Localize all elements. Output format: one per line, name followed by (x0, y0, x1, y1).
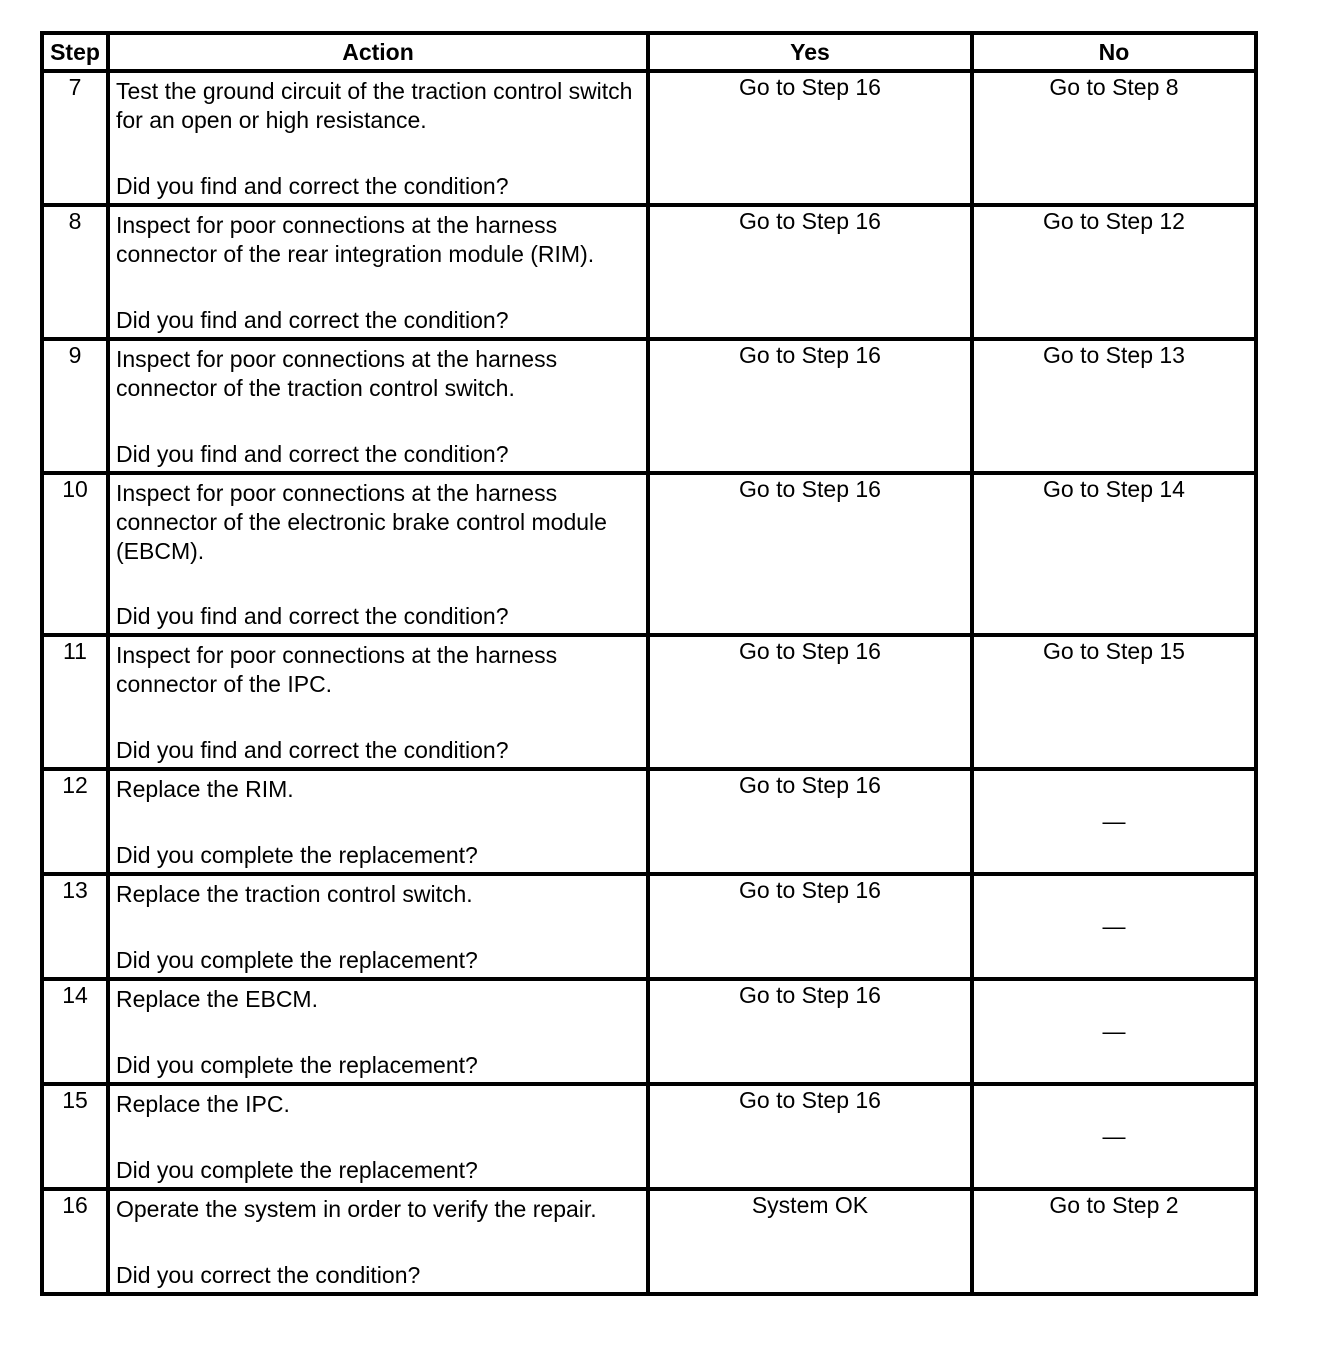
header-action: Action (108, 33, 648, 71)
table-row (42, 205, 1256, 339)
table-row (42, 1189, 1256, 1294)
no-result: — (1102, 808, 1126, 834)
no-cell (972, 1189, 1256, 1294)
table-header-row (42, 33, 1256, 71)
yes-result: System OK (751, 1192, 869, 1218)
header-step: Step (42, 33, 108, 71)
no-cell (972, 1084, 1256, 1189)
action-question: Did you find and correct the condition? (116, 173, 509, 199)
diagnostic-steps-table (40, 31, 1258, 1296)
yes-cell (648, 473, 972, 635)
action-question: Did you find and correct the condition? (116, 441, 509, 467)
action-cell (108, 1189, 648, 1294)
step-number: 13 (42, 874, 108, 979)
step-number: 12 (42, 769, 108, 874)
step-number: 7 (42, 71, 108, 205)
yes-cell (648, 339, 972, 473)
action-instruction: Replace the RIM. (116, 776, 294, 802)
action-cell (108, 473, 648, 635)
action-question: Did you complete the replacement? (116, 1052, 478, 1078)
action-question: Did you find and correct the condition? (116, 307, 509, 333)
no-result: Go to Step 15 (1043, 638, 1185, 664)
no-result: — (1102, 1123, 1126, 1149)
no-result: Go to Step 12 (1043, 208, 1185, 234)
yes-cell (648, 205, 972, 339)
action-cell (108, 339, 648, 473)
yes-cell (648, 1084, 972, 1189)
no-cell (972, 71, 1256, 205)
yes-result: Go to Step 16 (739, 638, 881, 664)
yes-result: Go to Step 16 (739, 1087, 881, 1113)
no-cell (972, 979, 1256, 1084)
action-question: Did you complete the replacement? (116, 947, 478, 973)
no-cell (972, 769, 1256, 874)
yes-result: Go to Step 16 (739, 772, 881, 798)
step-number: 14 (42, 979, 108, 1084)
header-no: No (972, 33, 1256, 71)
action-instruction: Inspect for poor connections at the harness connector of the electronic brake control module (EBCM). (116, 480, 607, 564)
step-number: 16 (42, 1189, 108, 1294)
no-cell (972, 339, 1256, 473)
yes-result: Go to Step 16 (739, 208, 881, 234)
action-instruction: Inspect for poor connections at the harness connector of the IPC. (116, 642, 558, 697)
step-number: 8 (42, 205, 108, 339)
step-number: 10 (42, 473, 108, 635)
yes-cell (648, 635, 972, 769)
action-instruction: Replace the EBCM. (116, 986, 318, 1012)
table-row (42, 979, 1256, 1084)
yes-cell (648, 874, 972, 979)
action-cell (108, 874, 648, 979)
no-cell (972, 473, 1256, 635)
yes-result: Go to Step 16 (739, 74, 881, 100)
no-result: — (1102, 1018, 1126, 1044)
header-yes: Yes (648, 33, 972, 71)
action-question: Did you complete the replacement? (116, 1157, 478, 1183)
no-result: Go to Step 13 (1043, 342, 1185, 368)
yes-cell (648, 1189, 972, 1294)
yes-result: Go to Step 16 (739, 476, 881, 502)
action-cell (108, 769, 648, 874)
yes-cell (648, 979, 972, 1084)
no-cell (972, 635, 1256, 769)
step-number: 15 (42, 1084, 108, 1189)
action-instruction: Inspect for poor connections at the harness connector of the rear integration module (RIM). (116, 212, 595, 267)
action-question: Did you find and correct the condition? (116, 737, 509, 763)
action-question: Did you correct the condition? (116, 1262, 421, 1288)
action-cell (108, 205, 648, 339)
step-number: 9 (42, 339, 108, 473)
no-cell (972, 874, 1256, 979)
yes-cell (648, 769, 972, 874)
action-cell (108, 71, 648, 205)
table-row (42, 1084, 1256, 1189)
table-row (42, 769, 1256, 874)
step-number: 11 (42, 635, 108, 769)
table-row (42, 635, 1256, 769)
action-instruction: Replace the IPC. (116, 1091, 290, 1117)
no-result: — (1102, 913, 1126, 939)
table-row (42, 339, 1256, 473)
yes-result: Go to Step 16 (739, 982, 881, 1008)
no-cell (972, 205, 1256, 339)
action-instruction: Replace the traction control switch. (116, 881, 473, 907)
action-instruction: Test the ground circuit of the traction control switch for an open or high resistance. (116, 78, 633, 133)
action-instruction: Inspect for poor connections at the harness connector of the traction control switch. (116, 346, 558, 401)
action-cell (108, 635, 648, 769)
yes-cell (648, 71, 972, 205)
table-row (42, 874, 1256, 979)
action-instruction: Operate the system in order to verify the repair. (116, 1196, 597, 1222)
no-result: Go to Step 14 (1043, 476, 1185, 502)
table-row (42, 71, 1256, 205)
no-result: Go to Step 2 (1049, 1192, 1179, 1218)
action-question: Did you find and correct the condition? (116, 603, 509, 629)
action-cell (108, 979, 648, 1084)
action-cell (108, 1084, 648, 1189)
yes-result: Go to Step 16 (739, 877, 881, 903)
no-result: Go to Step 8 (1049, 74, 1179, 100)
action-question: Did you complete the replacement? (116, 842, 478, 868)
table-row (42, 473, 1256, 635)
yes-result: Go to Step 16 (739, 342, 881, 368)
